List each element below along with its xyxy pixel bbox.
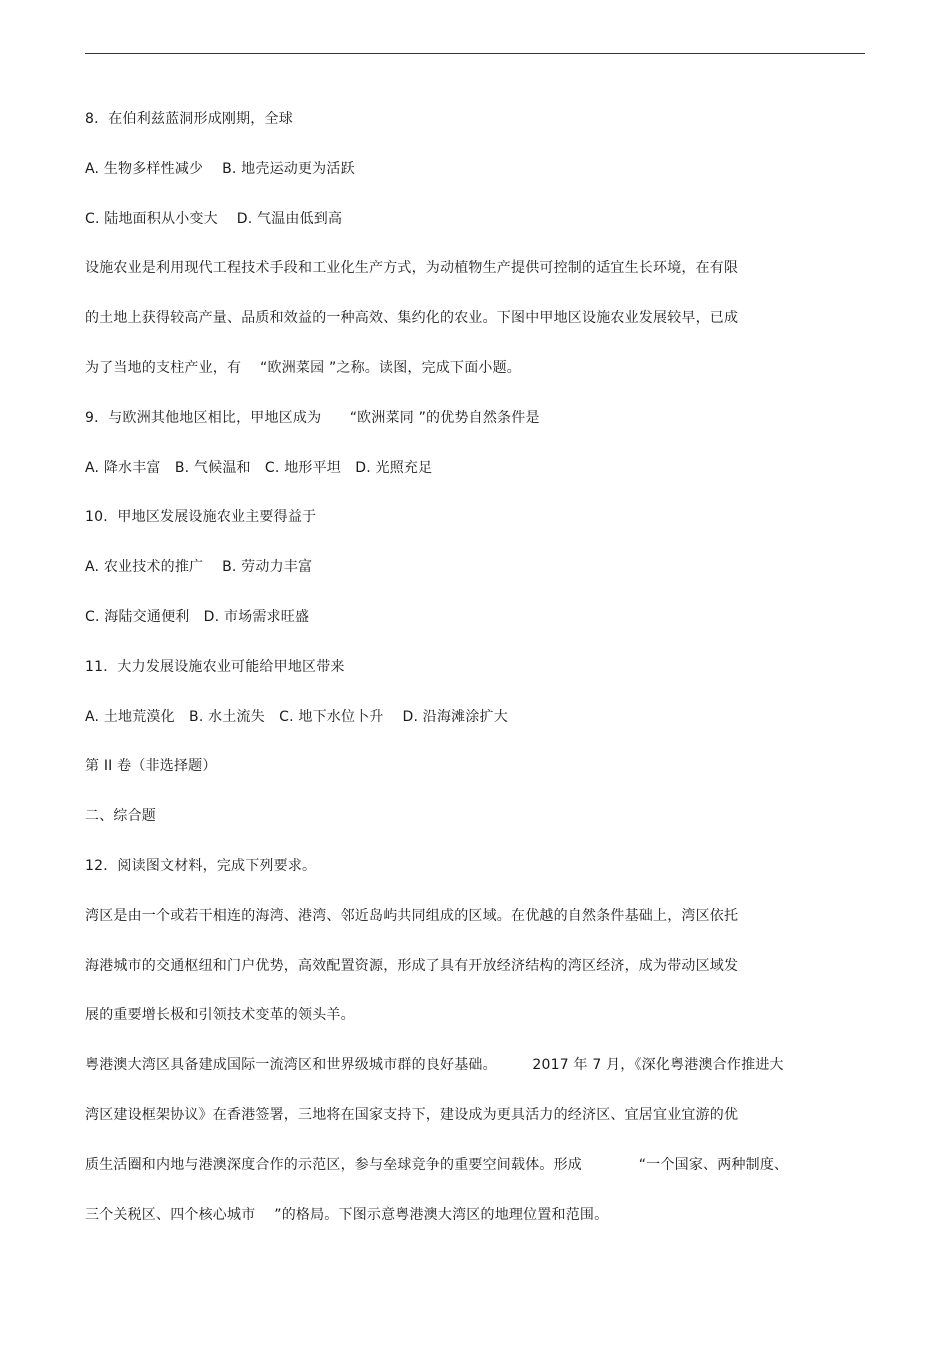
- question-9-options: A. 降水丰富 B. 气候温和 C. 地形平坦 D. 光照充足: [85, 459, 433, 476]
- document-body: [85, 107, 865, 1252]
- material-line: 湾区建设框架协议》在香港签署，三地将在国家支持下，建设成为更具活力的经济区、宜居宜业宜游的优: [85, 1106, 739, 1123]
- question-8-stem: 8．在伯利兹蓝洞形成刚期，全球: [85, 111, 293, 127]
- question-11-stem: 11．大力发展设施农业可能给甲地区带来: [85, 658, 345, 675]
- passage-line: 的土地上获得较高产量、品质和效益的一种高效、集约化的农业。下图中甲地区设施农业发展较早，已成: [85, 310, 739, 327]
- material-line: 粤港澳大湾区具备建成国际一流湾区和世界级城市群的良好基础。 2017 年 7 月，《深化粤港澳合作推进大: [85, 1057, 784, 1074]
- passage-line: 为了当地的支柱产业，有 “欧洲菜园 ”之称。读图，完成下面小题。: [85, 359, 522, 376]
- question-10-options-ab: A. 农业技术的推广 B. 劳动力丰富: [85, 559, 313, 576]
- question-8-options-ab: A. 生物多样性减少 B. 地壳运动更为活跃: [85, 160, 355, 177]
- passage-line: 设施农业是利用现代工程技术手段和工业化生产方式，为动植物生产提供可控制的适宜生长环境，在有限: [85, 260, 739, 277]
- question-10-stem: 10．甲地区发展设施农业主要得益于: [85, 509, 317, 526]
- material-line: 展的重要增长极和引领技术变革的领头羊。: [85, 1007, 355, 1024]
- question-10-options-cd: C. 海陆交通便利 D. 市场需求旺盛: [85, 608, 310, 625]
- part-heading: 二、综合题: [85, 808, 156, 825]
- header-rule: [85, 53, 865, 54]
- question-9-stem: 9．与欧洲其他地区相比，甲地区成为 “欧洲菜同 ”的优势自然条件是: [85, 409, 540, 426]
- material-line: 三个关税区、四个核心城市 ”的格局。下图示意粤港澳大湾区的地理位置和范围。: [85, 1206, 609, 1223]
- material-line: 湾区是由一个或若干相连的海湾、港湾、邻近岛屿共同组成的区域。在优越的自然条件基础上，湾区依托: [85, 907, 739, 924]
- section-heading: 第 II 卷（非选择题）: [85, 758, 217, 775]
- material-line: 质生活圈和内地与港澳深度合作的示范区，参与垒球竞争的重要空间载体。形成 “一个国家、两种制度、: [85, 1156, 789, 1173]
- question-8-options-cd: C. 陆地面积从小变大 D. 气温由低到高: [85, 210, 343, 227]
- question-11-options: A. 土地荒漠化 B. 水土流失 C. 地下水位卜升 D. 沿海滩涂扩大: [85, 708, 508, 725]
- material-line: 海港城市的交通枢纽和门户优势，高效配置资源，形成了具有开放经济结构的湾区经济，成为带动区域发: [85, 957, 739, 974]
- question-12-stem: 12．阅读图文材料，完成下列要求。: [85, 857, 317, 874]
